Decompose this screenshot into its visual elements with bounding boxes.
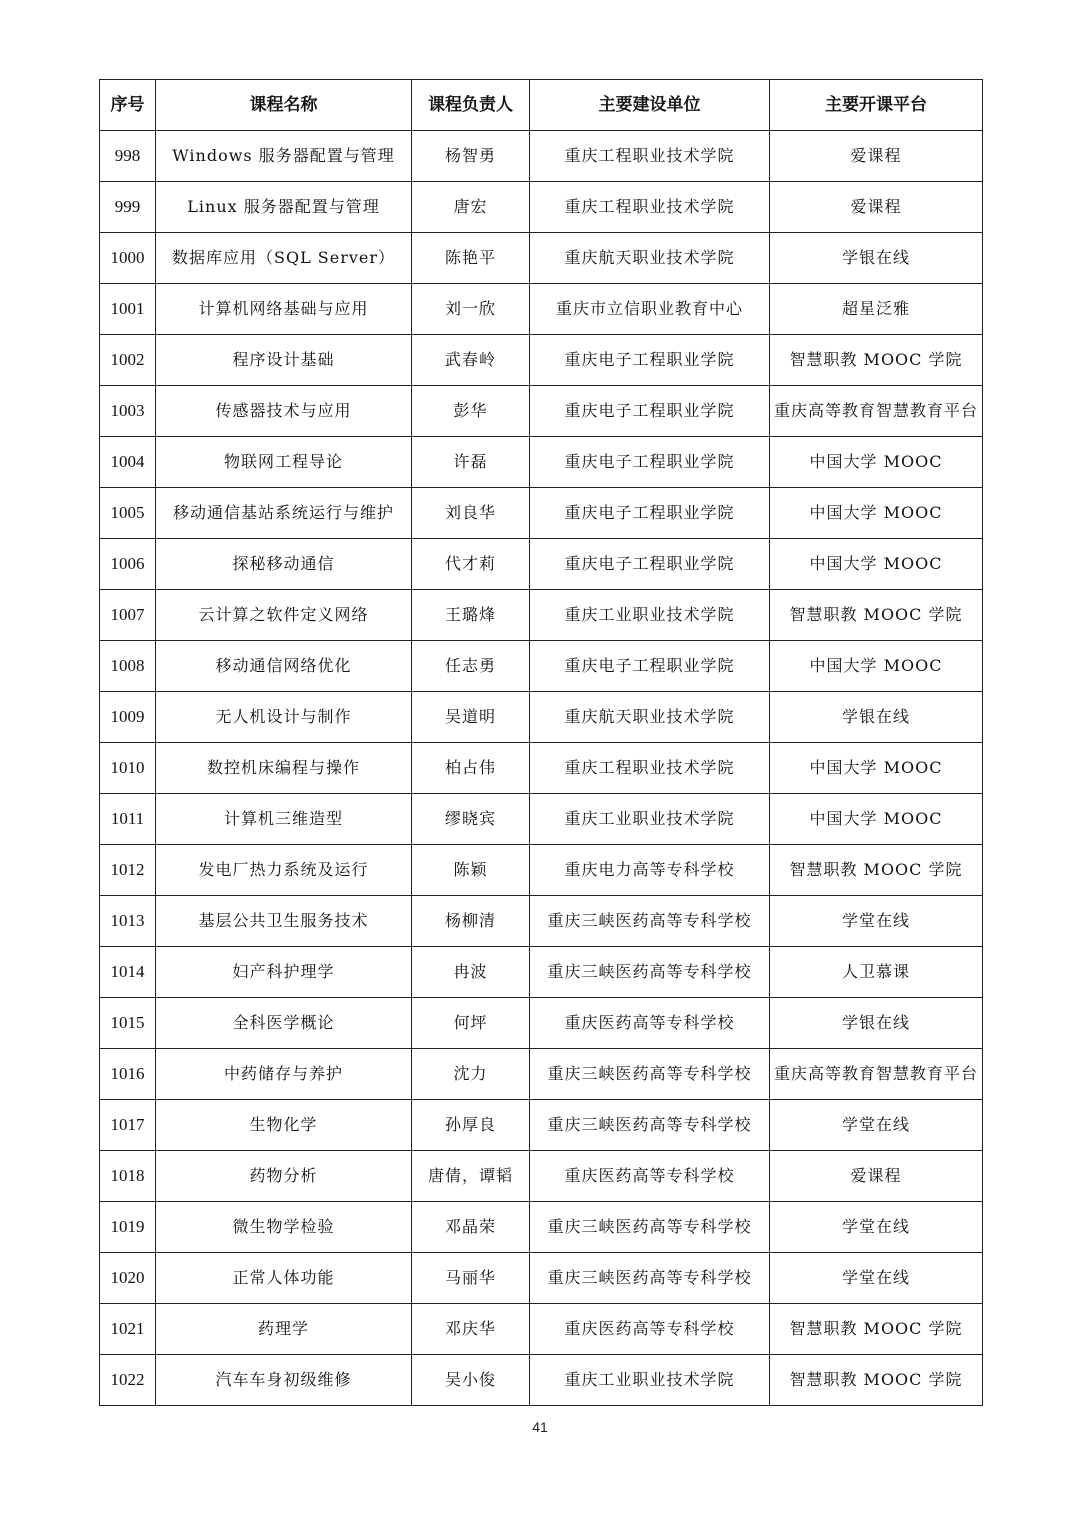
cell-course-leader: 任志勇 bbox=[412, 641, 530, 692]
table-row bbox=[100, 998, 983, 1049]
cell-serial-number: 1004 bbox=[100, 437, 156, 488]
cell-building-unit: 重庆电子工程职业学院 bbox=[530, 437, 770, 488]
cell-platform: 学银在线 bbox=[770, 692, 983, 743]
table-row bbox=[100, 1151, 983, 1202]
header-course-leader: 课程负责人 bbox=[412, 80, 530, 131]
cell-course-name: 药物分析 bbox=[156, 1151, 412, 1202]
cell-course-leader: 陈艳平 bbox=[412, 233, 530, 284]
cell-building-unit: 重庆航天职业技术学院 bbox=[530, 233, 770, 284]
cell-building-unit: 重庆航天职业技术学院 bbox=[530, 692, 770, 743]
table-row bbox=[100, 794, 983, 845]
cell-building-unit: 重庆市立信职业教育中心 bbox=[530, 284, 770, 335]
table-row bbox=[100, 1253, 983, 1304]
cell-course-leader: 冉波 bbox=[412, 947, 530, 998]
cell-building-unit: 重庆三峡医药高等专科学校 bbox=[530, 896, 770, 947]
cell-course-name: Linux 服务器配置与管理 bbox=[156, 182, 412, 233]
cell-platform: 智慧职教 MOOC 学院 bbox=[770, 590, 983, 641]
cell-course-name: 全科医学概论 bbox=[156, 998, 412, 1049]
cell-serial-number: 998 bbox=[100, 131, 156, 182]
cell-course-leader: 沈力 bbox=[412, 1049, 530, 1100]
cell-platform: 学堂在线 bbox=[770, 1253, 983, 1304]
cell-serial-number: 1000 bbox=[100, 233, 156, 284]
cell-serial-number: 1006 bbox=[100, 539, 156, 590]
cell-platform: 中国大学 MOOC bbox=[770, 743, 983, 794]
cell-course-name: 妇产科护理学 bbox=[156, 947, 412, 998]
cell-serial-number: 1018 bbox=[100, 1151, 156, 1202]
cell-course-leader: 孙厚良 bbox=[412, 1100, 530, 1151]
cell-building-unit: 重庆三峡医药高等专科学校 bbox=[530, 1253, 770, 1304]
cell-serial-number: 1002 bbox=[100, 335, 156, 386]
cell-course-name: Windows 服务器配置与管理 bbox=[156, 131, 412, 182]
table-body bbox=[100, 131, 983, 1406]
table-row bbox=[100, 896, 983, 947]
cell-course-name: 程序设计基础 bbox=[156, 335, 412, 386]
cell-course-name: 汽车车身初级维修 bbox=[156, 1355, 412, 1406]
header-platform: 主要开课平台 bbox=[770, 80, 983, 131]
cell-serial-number: 1022 bbox=[100, 1355, 156, 1406]
cell-course-leader: 何坪 bbox=[412, 998, 530, 1049]
cell-course-leader: 唐宏 bbox=[412, 182, 530, 233]
header-serial-number: 序号 bbox=[100, 80, 156, 131]
cell-serial-number: 1009 bbox=[100, 692, 156, 743]
table-row bbox=[100, 131, 983, 182]
cell-platform: 爱课程 bbox=[770, 182, 983, 233]
cell-serial-number: 1017 bbox=[100, 1100, 156, 1151]
cell-platform: 爱课程 bbox=[770, 1151, 983, 1202]
table-row bbox=[100, 488, 983, 539]
cell-serial-number: 1015 bbox=[100, 998, 156, 1049]
cell-platform: 学堂在线 bbox=[770, 1100, 983, 1151]
cell-platform: 智慧职教 MOOC 学院 bbox=[770, 1304, 983, 1355]
cell-serial-number: 999 bbox=[100, 182, 156, 233]
cell-serial-number: 1019 bbox=[100, 1202, 156, 1253]
cell-platform: 超星泛雅 bbox=[770, 284, 983, 335]
table-row bbox=[100, 1049, 983, 1100]
cell-serial-number: 1020 bbox=[100, 1253, 156, 1304]
cell-course-name: 计算机网络基础与应用 bbox=[156, 284, 412, 335]
cell-building-unit: 重庆三峡医药高等专科学校 bbox=[530, 947, 770, 998]
cell-course-name: 探秘移动通信 bbox=[156, 539, 412, 590]
cell-course-leader: 彭华 bbox=[412, 386, 530, 437]
table-row bbox=[100, 743, 983, 794]
header-building-unit: 主要建设单位 bbox=[530, 80, 770, 131]
cell-course-name: 移动通信基站系统运行与维护 bbox=[156, 488, 412, 539]
cell-course-name: 无人机设计与制作 bbox=[156, 692, 412, 743]
cell-course-name: 正常人体功能 bbox=[156, 1253, 412, 1304]
cell-course-name: 药理学 bbox=[156, 1304, 412, 1355]
cell-building-unit: 重庆工程职业技术学院 bbox=[530, 182, 770, 233]
cell-building-unit: 重庆三峡医药高等专科学校 bbox=[530, 1100, 770, 1151]
cell-serial-number: 1013 bbox=[100, 896, 156, 947]
cell-platform: 重庆高等教育智慧教育平台 bbox=[770, 1049, 983, 1100]
table-row bbox=[100, 641, 983, 692]
cell-course-leader: 刘一欣 bbox=[412, 284, 530, 335]
table-row bbox=[100, 1304, 983, 1355]
cell-building-unit: 重庆电子工程职业学院 bbox=[530, 386, 770, 437]
cell-course-leader: 陈颖 bbox=[412, 845, 530, 896]
cell-course-leader: 许磊 bbox=[412, 437, 530, 488]
cell-platform: 学堂在线 bbox=[770, 896, 983, 947]
cell-course-name: 物联网工程导论 bbox=[156, 437, 412, 488]
cell-course-leader: 代才莉 bbox=[412, 539, 530, 590]
table-row bbox=[100, 182, 983, 233]
cell-serial-number: 1005 bbox=[100, 488, 156, 539]
cell-platform: 智慧职教 MOOC 学院 bbox=[770, 335, 983, 386]
cell-platform: 智慧职教 MOOC 学院 bbox=[770, 1355, 983, 1406]
cell-platform: 学堂在线 bbox=[770, 1202, 983, 1253]
cell-course-leader: 杨柳清 bbox=[412, 896, 530, 947]
cell-serial-number: 1016 bbox=[100, 1049, 156, 1100]
table-row bbox=[100, 437, 983, 488]
cell-course-leader: 唐倩，谭韬 bbox=[412, 1151, 530, 1202]
cell-platform: 中国大学 MOOC bbox=[770, 794, 983, 845]
cell-course-leader: 武春岭 bbox=[412, 335, 530, 386]
table-row bbox=[100, 1355, 983, 1406]
cell-platform: 学银在线 bbox=[770, 998, 983, 1049]
cell-building-unit: 重庆电力高等专科学校 bbox=[530, 845, 770, 896]
table-row bbox=[100, 845, 983, 896]
table-row bbox=[100, 539, 983, 590]
cell-platform: 中国大学 MOOC bbox=[770, 641, 983, 692]
cell-platform: 人卫慕课 bbox=[770, 947, 983, 998]
cell-building-unit: 重庆工业职业技术学院 bbox=[530, 590, 770, 641]
table-row bbox=[100, 233, 983, 284]
cell-building-unit: 重庆工程职业技术学院 bbox=[530, 131, 770, 182]
cell-serial-number: 1011 bbox=[100, 794, 156, 845]
cell-course-name: 传感器技术与应用 bbox=[156, 386, 412, 437]
cell-course-name: 基层公共卫生服务技术 bbox=[156, 896, 412, 947]
cell-course-leader: 王璐烽 bbox=[412, 590, 530, 641]
cell-platform: 中国大学 MOOC bbox=[770, 539, 983, 590]
cell-serial-number: 1010 bbox=[100, 743, 156, 794]
cell-course-name: 生物化学 bbox=[156, 1100, 412, 1151]
cell-platform: 爱课程 bbox=[770, 131, 983, 182]
course-table bbox=[99, 79, 983, 1406]
table-header-row bbox=[100, 80, 983, 131]
cell-course-name: 中药储存与养护 bbox=[156, 1049, 412, 1100]
table-row bbox=[100, 692, 983, 743]
cell-building-unit: 重庆医药高等专科学校 bbox=[530, 1304, 770, 1355]
cell-course-name: 发电厂热力系统及运行 bbox=[156, 845, 412, 896]
cell-building-unit: 重庆工业职业技术学院 bbox=[530, 794, 770, 845]
cell-course-leader: 刘良华 bbox=[412, 488, 530, 539]
cell-course-leader: 吴小俊 bbox=[412, 1355, 530, 1406]
cell-course-leader: 邓晶荣 bbox=[412, 1202, 530, 1253]
cell-building-unit: 重庆三峡医药高等专科学校 bbox=[530, 1202, 770, 1253]
cell-building-unit: 重庆工程职业技术学院 bbox=[530, 743, 770, 794]
table-row bbox=[100, 947, 983, 998]
table-row bbox=[100, 1100, 983, 1151]
cell-course-leader: 吴道明 bbox=[412, 692, 530, 743]
cell-building-unit: 重庆医药高等专科学校 bbox=[530, 998, 770, 1049]
cell-serial-number: 1021 bbox=[100, 1304, 156, 1355]
cell-serial-number: 1008 bbox=[100, 641, 156, 692]
cell-serial-number: 1012 bbox=[100, 845, 156, 896]
cell-platform: 中国大学 MOOC bbox=[770, 488, 983, 539]
header-course-name: 课程名称 bbox=[156, 80, 412, 131]
cell-course-name: 移动通信网络优化 bbox=[156, 641, 412, 692]
cell-serial-number: 1001 bbox=[100, 284, 156, 335]
cell-serial-number: 1014 bbox=[100, 947, 156, 998]
cell-course-leader: 杨智勇 bbox=[412, 131, 530, 182]
cell-building-unit: 重庆电子工程职业学院 bbox=[530, 335, 770, 386]
cell-building-unit: 重庆医药高等专科学校 bbox=[530, 1151, 770, 1202]
cell-serial-number: 1007 bbox=[100, 590, 156, 641]
cell-building-unit: 重庆电子工程职业学院 bbox=[530, 488, 770, 539]
cell-course-name: 云计算之软件定义网络 bbox=[156, 590, 412, 641]
cell-course-leader: 柏占伟 bbox=[412, 743, 530, 794]
cell-course-leader: 马丽华 bbox=[412, 1253, 530, 1304]
table-row bbox=[100, 284, 983, 335]
table-row bbox=[100, 590, 983, 641]
cell-platform: 学银在线 bbox=[770, 233, 983, 284]
cell-building-unit: 重庆三峡医药高等专科学校 bbox=[530, 1049, 770, 1100]
cell-building-unit: 重庆电子工程职业学院 bbox=[530, 539, 770, 590]
cell-course-name: 微生物学检验 bbox=[156, 1202, 412, 1253]
cell-platform: 重庆高等教育智慧教育平台 bbox=[770, 386, 983, 437]
page-number: 41 bbox=[532, 1419, 548, 1435]
table-row bbox=[100, 386, 983, 437]
table-row bbox=[100, 335, 983, 386]
cell-course-leader: 邓庆华 bbox=[412, 1304, 530, 1355]
cell-platform: 智慧职教 MOOC 学院 bbox=[770, 845, 983, 896]
cell-course-leader: 缪晓宾 bbox=[412, 794, 530, 845]
table-row bbox=[100, 1202, 983, 1253]
cell-serial-number: 1003 bbox=[100, 386, 156, 437]
cell-course-name: 数据库应用（SQL Server） bbox=[156, 233, 412, 284]
cell-building-unit: 重庆电子工程职业学院 bbox=[530, 641, 770, 692]
cell-course-name: 计算机三维造型 bbox=[156, 794, 412, 845]
cell-building-unit: 重庆工业职业技术学院 bbox=[530, 1355, 770, 1406]
cell-platform: 中国大学 MOOC bbox=[770, 437, 983, 488]
cell-course-name: 数控机床编程与操作 bbox=[156, 743, 412, 794]
